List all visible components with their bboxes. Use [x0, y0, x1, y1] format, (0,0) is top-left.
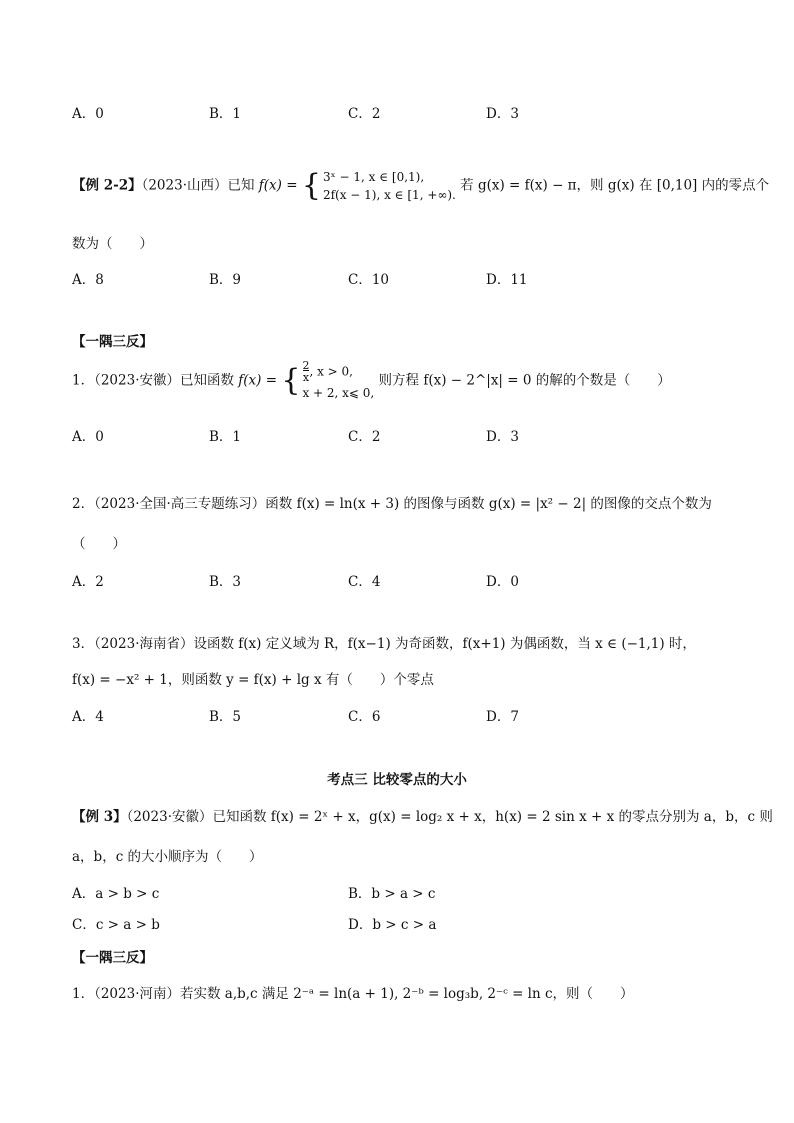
example-text: （2023·山西）已知 — [141, 177, 255, 194]
option-b: B．5 — [209, 709, 242, 725]
example-text-2: 若 g(x) = f(x) − π，则 g(x) 在 [0,10] 内的零点个 — [455, 177, 770, 194]
example-tag: 【例 3】 — [72, 809, 127, 825]
question-2-line1: 2．（2023·全国·高三专题练习）函数 f(x) = ln(x + 3) 的图像与函数 g(x) = |x² − 2| 的图像的交点个数为 — [72, 496, 712, 512]
case-2: x + 2, x⩽ 0, — [302, 386, 375, 400]
option-d: D．11 — [486, 272, 528, 288]
piecewise-cases — [323, 168, 456, 204]
option-d: D．0 — [486, 574, 519, 590]
option-b: B．3 — [209, 574, 242, 590]
option-a: A．a > b > c — [72, 886, 160, 902]
option-b: B．1 — [209, 106, 242, 122]
question-text-2: 则方程 f(x) − 2^|x| = 0 的解的个数是（ ） — [374, 372, 671, 389]
section-title: 考点三 比较零点的大小 — [327, 772, 467, 788]
option-c: C．2 — [348, 106, 381, 122]
question-1-line1 — [72, 360, 671, 402]
case-2: 2f(x − 1), x ∈ [1, +∞). — [322, 188, 456, 202]
option-a: A．2 — [72, 574, 104, 590]
brace-icon: { — [281, 363, 301, 398]
option-d: D．3 — [486, 106, 519, 122]
example-2-2-line1 — [72, 168, 769, 204]
option-b: B．b > a > c — [348, 886, 436, 902]
question-2-line2: （ ） — [72, 536, 126, 552]
question-3-line2: f(x) = −x² + 1，则函数 y = f(x) + lg x 有（ ）个零点 — [72, 672, 434, 688]
section-heading: 【一隅三反】 — [72, 950, 153, 966]
option-c: C．4 — [348, 574, 381, 590]
option-b: B．9 — [209, 272, 242, 288]
example-tag: 【例 2-2】 — [72, 177, 142, 194]
option-a: A．4 — [72, 709, 104, 725]
question-text: 1．（2023·安徽）已知函数 — [72, 372, 234, 389]
option-a: A．8 — [72, 272, 104, 288]
numerator: 2 — [302, 359, 310, 372]
example-text: （2023·安徽）已知函数 f(x) = 2ˣ + x，g(x) = log₂ x + x，h(x) = 2 sin x + x 的零点分别为 a，b，c 则 — [126, 809, 773, 825]
example-3-line2: a，b，c 的大小顺序为（ ） — [72, 849, 263, 865]
option-b: B．1 — [209, 429, 242, 445]
function-label: f(x) = — [258, 177, 298, 194]
case-1-rest: , x > 0, — [309, 364, 353, 379]
option-d: D．3 — [486, 429, 519, 445]
function-label: f(x) = — [238, 372, 278, 389]
option-c: C．c > a > b — [72, 917, 160, 933]
denominator: x — [302, 371, 310, 384]
option-a: A．0 — [72, 106, 104, 122]
option-c: C．6 — [348, 709, 381, 725]
brace-icon: { — [301, 168, 321, 203]
question-3-line1: 3．（2023·海南省）设函数 f(x) 定义域为 R，f(x−1) 为奇函数，f(x+1) 为偶函数，当 x ∈ (−1,1) 时， — [72, 636, 696, 652]
option-c: C．2 — [348, 429, 381, 445]
piecewise-cases — [302, 360, 374, 402]
question-4-line1: 1．（2023·河南）若实数 a,b,c 满足 2⁻ᵃ = ln(a + 1), 2⁻ᵇ = log₃b, 2⁻ᶜ = ln c，则（ ） — [72, 986, 634, 1002]
option-d: D．b > c > a — [348, 917, 437, 933]
option-c: C．10 — [348, 272, 390, 288]
case-1: 3ˣ − 1, x ∈ [0,1), — [322, 170, 425, 184]
option-a: A．0 — [72, 429, 104, 445]
example-2-2-line2: 数为（ ） — [72, 236, 153, 252]
example-3-line1 — [72, 805, 773, 825]
option-d: D．7 — [486, 709, 519, 725]
section-heading: 【一隅三反】 — [72, 334, 153, 350]
